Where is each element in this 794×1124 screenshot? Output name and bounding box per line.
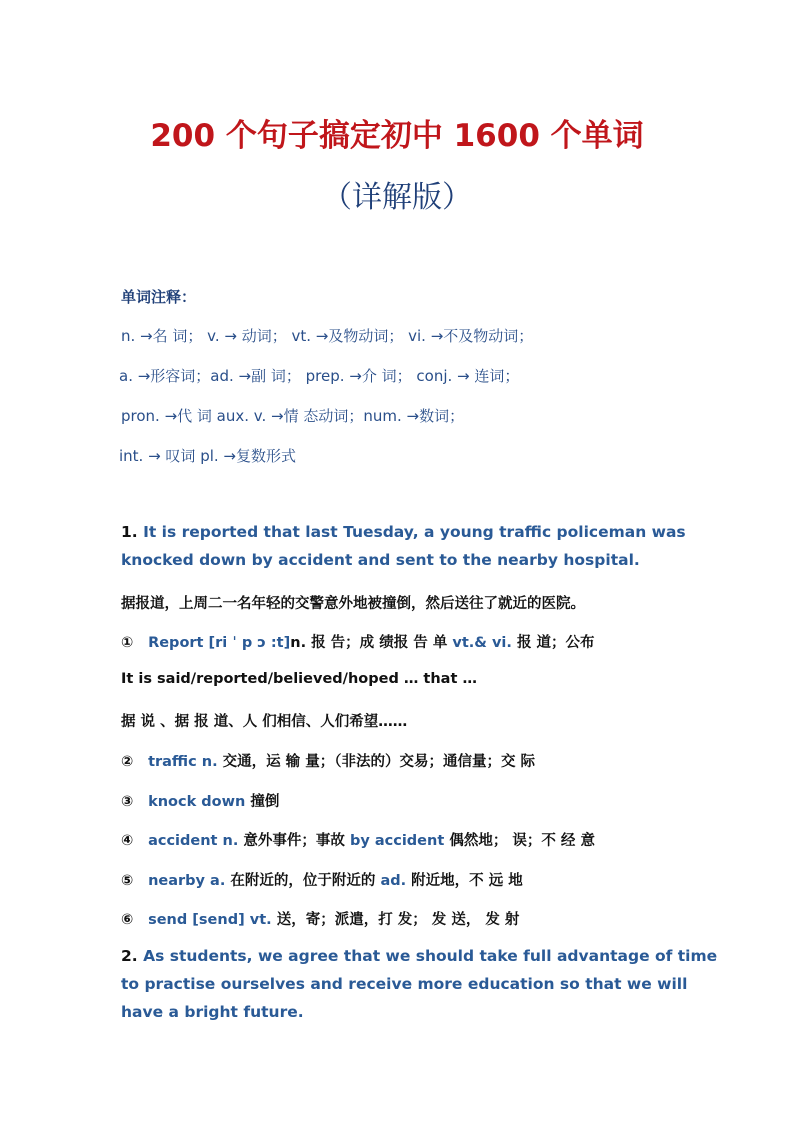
point-definition: 在附近的，位于附近的	[225, 873, 381, 889]
point-definition: 交通，运 输 量；（非法的）交易；通信量；交 际	[217, 754, 536, 770]
point-definition-2: 报 道；公布	[511, 635, 595, 651]
point-marker: ⑥	[121, 912, 134, 928]
point-term: send [send] vt.	[148, 912, 272, 928]
notes-heading: 单词注释：	[121, 288, 197, 306]
item2-sentence-line-1	[121, 947, 717, 965]
item1-point-2	[121, 750, 535, 771]
point-definition: 送，寄；派遣，打 发； 发 送， 发 射	[271, 912, 520, 928]
point-term-2: vt.& vi.	[452, 635, 512, 651]
point-definition-2: 附近地，不 远 地	[406, 873, 523, 889]
point-term-2: by accident	[349, 833, 445, 849]
item2-sentence-line-2: to practise ourselves and receive more education so that we will	[121, 975, 688, 993]
point-marker: ③	[121, 794, 134, 810]
item1-number: 1.	[121, 523, 138, 541]
point-term: traffic n.	[148, 754, 218, 770]
point-term: knock down	[148, 794, 246, 810]
page-title: 200 个句子搞定初中 1600 个单词	[150, 118, 644, 154]
item1-sentence-text-1: It is reported that last Tuesday, a young traffic policeman was	[143, 523, 686, 541]
item1-translation: 据报道，上周二一名年轻的交警意外地被撞倒，然后送往了就近的医院。	[121, 596, 585, 612]
item1-phrase-meaning: 据 说 、据 报 道、人 们相信、人们希望……	[121, 714, 408, 730]
page-subtitle: （详解版）	[322, 180, 472, 215]
point-term: Report [ri ˈ p ɔ :t]	[148, 635, 291, 651]
item1-point-6	[121, 908, 519, 929]
item1-point-3	[121, 790, 279, 811]
item1-sentence-line-1	[121, 523, 686, 541]
notes-line-2: a. →形容词；ad. →副 词； prep. →介 词； conj. → 连词；	[119, 367, 520, 385]
item2-sentence-line-3: have a bright future.	[121, 1003, 304, 1021]
point-definition-2: 偶然地； 误；不 经 意	[444, 833, 595, 849]
item1-phrase: It is said/reported/believed/hoped … that …	[121, 671, 477, 687]
point-marker: ②	[121, 754, 134, 770]
point-term: nearby a.	[148, 873, 226, 889]
notes-line-3: pron. →代 词 aux. v. →情 态动词；num. →数词；	[121, 407, 465, 425]
item1-sentence-line-2: knocked down by accident and sent to the nearby hospital.	[121, 551, 640, 569]
notes-line-1: n. →名 词； v. → 动词； vt. →及物动词； vi. →不及物动词；	[121, 327, 534, 345]
item1-point-1	[121, 631, 595, 652]
point-definition: 意外事件；事故	[238, 833, 350, 849]
item1-point-5	[121, 869, 523, 890]
point-term: accident n.	[148, 833, 239, 849]
item2-sentence-text-1: As students, we agree that we should take full advantage of time	[143, 947, 718, 965]
point-term-2: ad.	[380, 873, 407, 889]
point-marker: ④	[121, 833, 134, 849]
point-marker: ①	[121, 635, 134, 651]
item1-point-4	[121, 829, 595, 850]
item2-number: 2.	[121, 947, 138, 965]
point-marker: ⑤	[121, 873, 134, 889]
notes-line-4: int. → 叹词 pl. →复数形式	[119, 447, 296, 465]
point-definition: n. 报 告；成 绩报 告 单	[290, 635, 453, 651]
point-definition: 撞倒	[245, 794, 280, 810]
